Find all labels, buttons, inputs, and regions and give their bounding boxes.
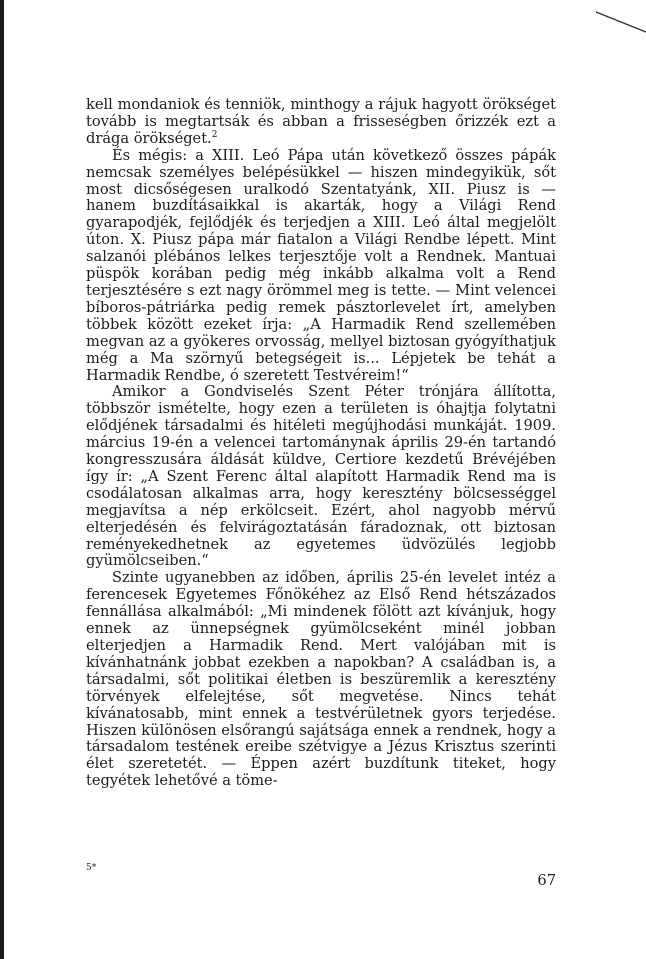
page-body bbox=[86, 97, 556, 790]
paragraph-2: És mégis: a XIII. Leó Pápa után következő összes pápák nemcsak személyes belépésükkel — hiszen mindegyikük, sőt most dicsőségesen uralkodó Szentatyánk, XII. Piusz is — hanem buzdításaikkal is akarták, hogy a Világi Rend gyarapodjék, fejlődjék és terjedjen a XIII. Leó által megjelölt úton. X. Piusz pápa már fiatalon a Világi Rendbe lépett. Mint salzanói plébános lelkes terjesztője volt a Rendnek. Mantuai püspök korában pedig még inkább alkalma volt a Rend terjesztésére s ezt nagy örömmel meg is tette. — Mint velencei bíboros-pátriárka pedig remek pásztorlevelet írt, amelyben többek között ezeket írja: „A Harmadik Rend szellemében megvan az a gyökeres orvosság, mellyel biztosan gyógyíthatjuk még a Ma szörnyű betegségeit is... Lépjetek be tehát a Harmadik Rendbe, ó szeretett Testvéreim!“ bbox=[86, 146, 556, 384]
scan-edge bbox=[0, 0, 4, 959]
paragraph-4: Szinte ugyanebben az időben, április 25-én levelet intéz a ferencesek Egyetemes Főnökéhez az Első Rend hétszázados fennállása alkalmából: „Mi mindenek fölött azt kívánjuk, hogy ennek az ünnepségnek gyümölcseként minél jobban elterjedjen a Harmadik Rend. Mert valójában mit is kívánhatnánk jobbat ezekben a napokban? A családban is, a társadalmi, sőt politikai életben is beszüremlik a keresztény törvények elfelejtése, sőt megvetése. Nincs tehát kívánatosabb, mint ennek a testvérületnek gyors terjedése. Hiszen különösen elsőrangú sajátsága ennek a rendnek, hogy a társadalom testének ereibe szétvigye a Jézus Krisztus szerinti élet szeretetét. — Éppen azért buzdítunk titeket, hogy tegyétek lehetővé a töme- bbox=[86, 569, 556, 790]
paragraph-1-text: kell mondaniok és tenniök, minthogy a rájuk hagyott örökséget tovább is megtartsák és abban a frisseségben őrizzék ezt a drága örökséget. bbox=[86, 96, 556, 147]
paragraph-3: Amikor a Gondviselés Szent Péter trónjára állította, többször ismételte, hogy ezen a területen is óhajtja folytatni elődjének társadalmi és hitéleti megújhodási munkáját. 1909. március 19-én a velencei tartománynak április 29-én tartandó kongresszusára áldását küldve, Certiore kezdetű Brévéjében így ír: „A Szent Ferenc által alapított Harmadik Rend ma is csodálatosan alkalmas arra, hogy keresztény bölcsességgel megjavítsa a nép erkölcseit. Ezért, ahol nagyobb mérvű elterjedésén és felvirágoztatásán fáradoznak, ott biztosan reményekedhetnek az egyetemes üdvözülés legjobb gyümölcseiben.“ bbox=[86, 383, 556, 570]
page-number: 67 bbox=[537, 872, 556, 889]
paragraph-1 bbox=[86, 97, 556, 148]
footnote-mark: 2 bbox=[211, 129, 218, 140]
scan-corner-mark bbox=[596, 6, 646, 34]
signature-mark: 5* bbox=[86, 863, 97, 873]
